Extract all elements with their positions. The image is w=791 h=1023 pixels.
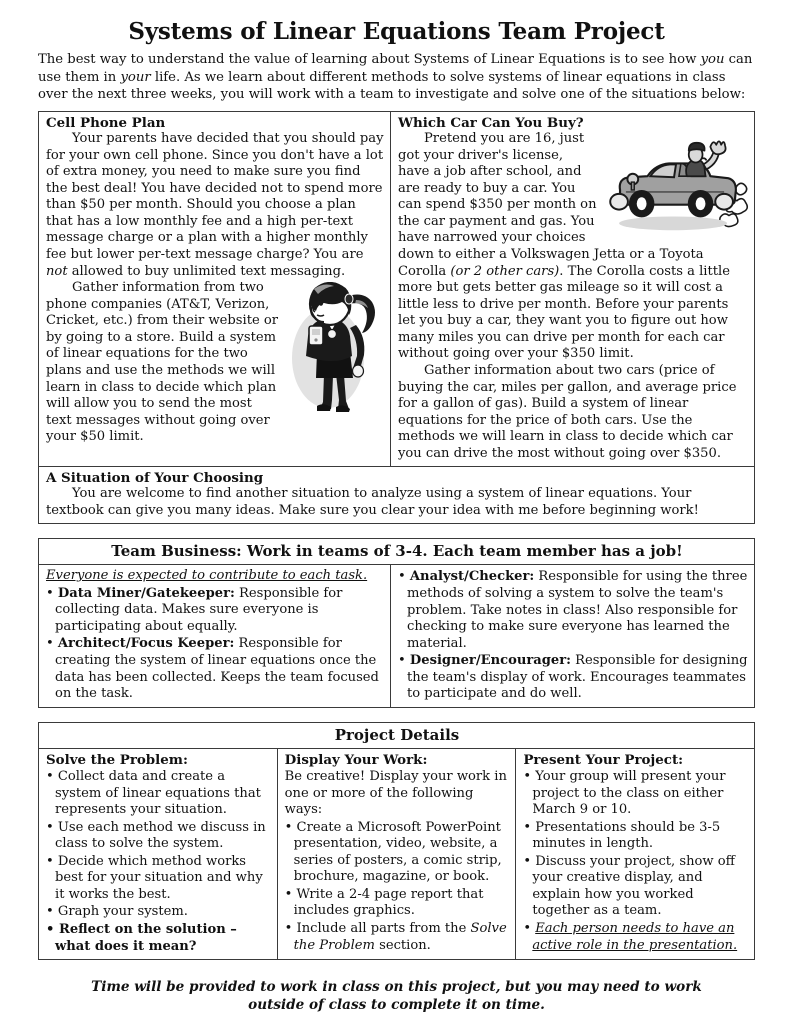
own-choice-body: You are welcome to find another situation to analyze using a system of linear equations. Your textbook can give you many ideas. Make sure you clear your idea with me before beginning work!	[46, 486, 699, 518]
situations-row	[39, 112, 755, 467]
footer-note: Time will be provided to work in class on this project, but you may need to work outside of class to complete it on time.	[91, 979, 702, 1014]
project-details-banner: Project Details	[39, 722, 755, 748]
item-text-b: section.	[374, 937, 431, 953]
list-item-active-role	[523, 921, 748, 954]
item-text-a: Include all parts from the	[296, 921, 471, 936]
own-choice-row	[39, 467, 755, 524]
role-desc: Responsible for using the three methods of solving a system to solve the team's problem. Take notes in class! Also responsible for checking to make sure everyone has learned the material.	[407, 569, 748, 651]
list-item	[285, 921, 510, 954]
which-car-cell	[391, 112, 755, 467]
intro-part-3: life. As we learn about different methods to solve systems of linear equations in class over the next three weeks, you will work with a team to investigate and solve one of the situations below:	[38, 69, 746, 103]
which-car-heading: Which Car Can You Buy?	[398, 115, 584, 132]
project-details-table	[38, 722, 755, 960]
which-car-paragraph-1	[398, 131, 748, 363]
cell-phone-plan-paragraph-1	[46, 131, 384, 280]
which-car-para1-a: Pretend you are 16, just got your driver's license, have a job after school, and are ready to buy a car. You can spend $350 per month on the car payment and gas. You have narrowed your choices down to either a Volkswagen Jetta or a Toyota Corolla	[398, 131, 704, 279]
role-title: Data Miner/Gatekeeper:	[57, 585, 235, 601]
item-text-emphasis: Solve the Problem	[293, 921, 507, 953]
list-item: • Discuss your project, show off your creative display, and explain how you worked together as a team.	[523, 854, 748, 920]
situations-table	[38, 111, 755, 524]
cell-phone-para1-emphasis: not	[46, 263, 68, 279]
role-desc: Responsible for collecting data. Makes sure everyone is participating about equally.	[55, 585, 343, 634]
role-title: Analyst/Checker:	[409, 569, 535, 585]
column-heading: Present Your Project:	[523, 751, 684, 768]
list-item: • Use each method we discuss in class to solve the system.	[46, 820, 271, 853]
intro-paragraph	[38, 51, 755, 104]
which-car-para1-emphasis: (or 2 other cars)	[450, 263, 560, 279]
team-contribution-note: Everyone is expected to contribute to each task.	[46, 568, 368, 584]
item-text-italic-underline: Each person needs to have an active role in the presentation.	[532, 921, 738, 953]
which-car-paragraph-2: Gather information about two cars (price of buying the car, miles per gallon, and average price for a gallon of gas). Build a system of linear equations for the price of both cars. Use the methods we will learn in class to decide which car you can drive the most without going over $350.	[398, 362, 737, 461]
list-item	[46, 636, 384, 702]
list-item: • Presentations should be 3-5 minutes in length.	[523, 820, 748, 853]
list-item	[46, 586, 384, 636]
list-item: • Write a 2-4 page report that includes graphics.	[285, 887, 510, 920]
list-item-reflect: • Reflect on the solution – what does it mean?	[46, 922, 271, 955]
woman-on-cell-phone-clipart	[284, 282, 384, 414]
team-business-banner-row	[39, 539, 755, 565]
column-heading: Solve the Problem:	[46, 751, 188, 768]
display-lead-text: Be creative! Display your work in one or more of the following ways:	[284, 768, 507, 818]
column-heading: Display Your Work:	[284, 751, 428, 768]
list-item	[398, 569, 748, 652]
which-car-para1-b: . The Corolla costs a little more but gets better gas mileage so it will cost a little less to drive per month. Before your parents let you buy a car, they want you to figure out how many miles you can drive per month for each car without going over your $350 limit.	[398, 263, 730, 362]
cell-phone-plan-para2-text: Gather information from two phone companies (AT&T, Verizon, Cricket, etc.) from their website or by going to a store. Build a system of linear equations for the two plans and use the methods we will learn in class to decide which plan will allow you to send the most text messages without going over your $50 limit.	[46, 280, 279, 445]
cell-phone-para1-a: Your parents have decided that you should pay for your own cell phone. Since you don't have a lot of extra money, you need to make sure you find the best deal! You have decided not to spend more than $50 per month. Should you choose a plan that has a low monthly fee and a high per-text message charge or a plan with a higher monthly fee but lower per-text message charge? You are	[46, 131, 384, 262]
own-choice-heading: A Situation of Your Choosing	[46, 470, 264, 487]
cell-phone-plan-heading: Cell Phone Plan	[46, 115, 166, 132]
list-item: • Decide which method works best for your situation and why it works the best.	[46, 854, 271, 904]
convertible-car-with-driver-clipart	[602, 133, 750, 241]
list-item: • Your group will present your project to the class on either March 9 or 10.	[523, 769, 748, 819]
project-details-banner-row	[39, 722, 755, 748]
project-details-column-solve	[39, 748, 278, 959]
list-item	[398, 653, 748, 703]
list-item: • Collect data and create a system of linear equations that represents your situation.	[46, 769, 271, 819]
list-item: • Create a Microsoft PowerPoint presentation, video, website, a series of posters, a comic strip, brochure, magazine, or book.	[285, 820, 510, 886]
project-details-column-display	[277, 748, 516, 959]
cell-phone-plan-paragraph-2	[46, 280, 384, 446]
intro-emphasis-your: your	[120, 69, 151, 85]
role-desc: Responsible for creating the system of linear equations once the data has been collected. Keeps the team focused on the task.	[55, 636, 379, 702]
team-business-table	[38, 538, 755, 708]
team-roles-right-cell	[391, 565, 755, 708]
cell-phone-plan-cell	[39, 112, 391, 467]
page-title: Systems of Linear Equations Team Project	[128, 18, 665, 45]
present-your-project-list	[523, 769, 748, 954]
team-roles-row	[39, 565, 755, 708]
own-choice-cell	[39, 467, 755, 524]
solve-the-problem-list	[46, 769, 271, 955]
intro-emphasis-you: you	[700, 52, 725, 67]
intro-part-2: can use them in	[38, 52, 753, 85]
list-item: • Graph your system.	[46, 904, 271, 921]
cell-phone-para1-b: allowed to buy unlimited text messaging.	[67, 263, 346, 279]
role-desc: Responsible for designing the team's display of work. Encourages teammates to participate and do well.	[407, 653, 748, 702]
role-title: Architect/Focus Keeper:	[57, 636, 235, 652]
team-business-banner: Team Business: Work in teams of 3-4. Each team member has a job!	[39, 539, 755, 565]
team-roles-right-list	[398, 569, 748, 703]
role-title: Designer/Encourager:	[409, 653, 571, 669]
team-roles-left-cell	[39, 565, 391, 708]
team-roles-left-list	[46, 586, 384, 703]
intro-part-1: The best way to understand the value of learning about Systems of Linear Equations is to see how	[38, 52, 701, 67]
project-details-row	[39, 748, 755, 959]
display-your-work-list	[285, 820, 510, 955]
project-details-column-present	[516, 748, 755, 959]
